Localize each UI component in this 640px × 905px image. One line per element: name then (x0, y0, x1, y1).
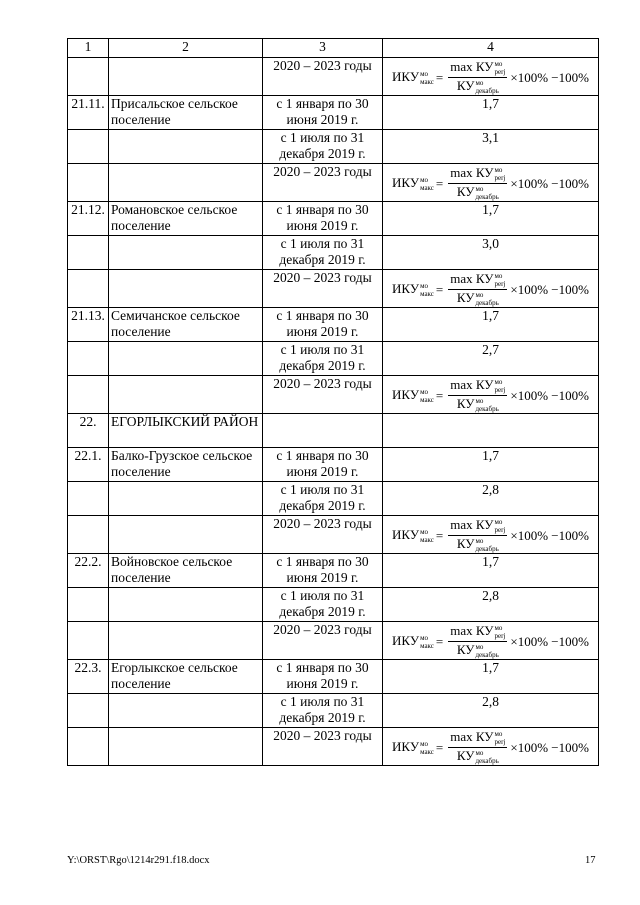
table-row (68, 728, 599, 766)
index-formula (385, 730, 596, 765)
header-col-1: 1 (68, 39, 109, 58)
formula-lhs: ИКУ мо макс (392, 633, 434, 651)
formula-numerator: max КУ мо реrj (450, 377, 506, 395)
cell-c4: 2,8 (383, 588, 599, 622)
cell-c2 (109, 516, 263, 554)
table-row (68, 202, 599, 236)
cell-c3: 2020 – 2023 годы (263, 516, 383, 554)
table-row (68, 58, 599, 96)
formula-numerator: max КУ мо реrj (450, 165, 506, 183)
formula-numerator: max КУ мо реrj (450, 517, 506, 535)
cell-c3: с 1 июля по 31 декабря 2019 г. (263, 588, 383, 622)
cell-c4 (383, 622, 599, 660)
formula-numerator: max КУ мо реrj (450, 729, 506, 747)
formula-denominator: КУ мо декабрь (456, 290, 499, 308)
formula-equals: = (435, 69, 444, 85)
cell-c4 (383, 516, 599, 554)
formula-lhs: ИКУ мо макс (392, 739, 434, 757)
formula-denominator: КУ мо декабрь (456, 536, 499, 554)
cell-c1 (68, 58, 109, 96)
cell-c3: 2020 – 2023 годы (263, 622, 383, 660)
cell-c3: с 1 июля по 31 декабря 2019 г. (263, 236, 383, 270)
formula-fraction (448, 730, 507, 765)
cell-c4: 1,7 (383, 308, 599, 342)
cell-c1 (68, 516, 109, 554)
cell-c4 (383, 414, 599, 448)
cell-c1 (68, 270, 109, 308)
formula-equals: = (435, 527, 444, 543)
formula-fraction (448, 272, 507, 307)
formula-fraction (448, 166, 507, 201)
header-col-2: 2 (109, 39, 263, 58)
formula-fraction (448, 518, 507, 553)
cell-c4: 1,7 (383, 448, 599, 482)
table-row (68, 694, 599, 728)
cell-c1 (68, 482, 109, 516)
cell-c3: с 1 июля по 31 декабря 2019 г. (263, 694, 383, 728)
cell-c2 (109, 236, 263, 270)
tariff-table (67, 38, 599, 766)
cell-c3 (263, 414, 383, 448)
table-row (68, 482, 599, 516)
cell-c2: Егорлыкское сельское поселение (109, 660, 263, 694)
cell-c4: 1,7 (383, 202, 599, 236)
cell-c3: с 1 июля по 31 декабря 2019 г. (263, 130, 383, 164)
formula-tail: ×100% −100% (510, 527, 589, 543)
header-row (68, 39, 599, 58)
table-row (68, 96, 599, 130)
cell-c1: 21.12. (68, 202, 109, 236)
cell-c2 (109, 342, 263, 376)
cell-c4 (383, 58, 599, 96)
formula-denominator: КУ мо декабрь (456, 642, 499, 660)
cell-c4: 3,1 (383, 130, 599, 164)
formula-lhs: ИКУ мо макс (392, 175, 434, 193)
table-row (68, 414, 599, 448)
cell-c1: 22.3. (68, 660, 109, 694)
table-row (68, 588, 599, 622)
index-formula (385, 272, 596, 307)
cell-c2 (109, 130, 263, 164)
cell-c4: 2,8 (383, 694, 599, 728)
table-row (68, 448, 599, 482)
table-row (68, 308, 599, 342)
formula-numerator: max КУ мо реrj (450, 271, 506, 289)
cell-c2 (109, 588, 263, 622)
table-row (68, 164, 599, 202)
index-formula (385, 518, 596, 553)
cell-c1: 21.11. (68, 96, 109, 130)
formula-lhs: ИКУ мо макс (392, 387, 434, 405)
formula-denominator: КУ мо декабрь (456, 184, 499, 202)
cell-c4 (383, 728, 599, 766)
formula-equals: = (435, 281, 444, 297)
cell-c4 (383, 270, 599, 308)
cell-c1 (68, 130, 109, 164)
cell-c2: Войновское сельское поселение (109, 554, 263, 588)
cell-c1 (68, 342, 109, 376)
cell-c3: с 1 июля по 31 декабря 2019 г. (263, 482, 383, 516)
cell-c4: 1,7 (383, 660, 599, 694)
formula-lhs: ИКУ мо макс (392, 281, 434, 299)
cell-c2 (109, 622, 263, 660)
formula-equals: = (435, 633, 444, 649)
cell-c4: 2,7 (383, 342, 599, 376)
cell-c1 (68, 622, 109, 660)
formula-fraction (448, 60, 507, 95)
cell-c3: с 1 января по 30 июня 2019 г. (263, 660, 383, 694)
cell-c4: 3,0 (383, 236, 599, 270)
index-formula (385, 378, 596, 413)
formula-fraction (448, 624, 507, 659)
cell-c2 (109, 164, 263, 202)
cell-c3: 2020 – 2023 годы (263, 728, 383, 766)
index-formula (385, 166, 596, 201)
cell-c2: Присальское сельское поселение (109, 96, 263, 130)
cell-c2 (109, 728, 263, 766)
formula-numerator: max КУ мо реrj (450, 59, 506, 77)
table-row (68, 236, 599, 270)
table-body (68, 39, 599, 766)
cell-c2: Семичанское сельское поселение (109, 308, 263, 342)
cell-c1: 22.1. (68, 448, 109, 482)
index-formula (385, 624, 596, 659)
cell-c3: с 1 января по 30 июня 2019 г. (263, 202, 383, 236)
table-row (68, 270, 599, 308)
cell-c2: ЕГОРЛЫКСКИЙ РАЙОН (109, 414, 263, 448)
cell-c1 (68, 694, 109, 728)
cell-c3: с 1 июля по 31 декабря 2019 г. (263, 342, 383, 376)
table-row (68, 516, 599, 554)
formula-tail: ×100% −100% (510, 281, 589, 297)
cell-c3: 2020 – 2023 годы (263, 164, 383, 202)
cell-c4: 2,8 (383, 482, 599, 516)
cell-c3: 2020 – 2023 годы (263, 270, 383, 308)
formula-lhs: ИКУ мо макс (392, 69, 434, 87)
cell-c1 (68, 376, 109, 414)
cell-c4: 1,7 (383, 96, 599, 130)
cell-c4: 1,7 (383, 554, 599, 588)
formula-tail: ×100% −100% (510, 175, 589, 191)
header-col-3: 3 (263, 39, 383, 58)
formula-numerator: max КУ мо реrj (450, 623, 506, 641)
formula-tail: ×100% −100% (510, 69, 589, 85)
cell-c1 (68, 728, 109, 766)
cell-c1: 21.13. (68, 308, 109, 342)
formula-denominator: КУ мо декабрь (456, 78, 499, 96)
formula-equals: = (435, 739, 444, 755)
formula-tail: ×100% −100% (510, 739, 589, 755)
cell-c1 (68, 164, 109, 202)
footer-file-path: Y:\ORST\Rgo\1214r291.f18.docx (67, 855, 210, 866)
table-row (68, 622, 599, 660)
header-col-4: 4 (383, 39, 599, 58)
formula-fraction (448, 378, 507, 413)
index-formula (385, 60, 596, 95)
formula-equals: = (435, 387, 444, 403)
cell-c2 (109, 58, 263, 96)
cell-c2: Романовское сельское поселение (109, 202, 263, 236)
cell-c1 (68, 236, 109, 270)
cell-c3: 2020 – 2023 годы (263, 376, 383, 414)
cell-c3: с 1 января по 30 июня 2019 г. (263, 308, 383, 342)
cell-c1: 22. (68, 414, 109, 448)
cell-c2 (109, 270, 263, 308)
cell-c2 (109, 376, 263, 414)
cell-c3: с 1 января по 30 июня 2019 г. (263, 448, 383, 482)
table-row (68, 660, 599, 694)
formula-lhs: ИКУ мо макс (392, 527, 434, 545)
formula-denominator: КУ мо декабрь (456, 396, 499, 414)
cell-c2 (109, 482, 263, 516)
cell-c4 (383, 164, 599, 202)
table-row (68, 342, 599, 376)
cell-c1: 22.2. (68, 554, 109, 588)
formula-tail: ×100% −100% (510, 633, 589, 649)
cell-c2 (109, 694, 263, 728)
page-number: 17 (585, 855, 596, 866)
cell-c3: с 1 января по 30 июня 2019 г. (263, 96, 383, 130)
formula-equals: = (435, 175, 444, 191)
cell-c3: 2020 – 2023 годы (263, 58, 383, 96)
cell-c4 (383, 376, 599, 414)
table-row (68, 376, 599, 414)
table-row (68, 554, 599, 588)
table-row (68, 130, 599, 164)
cell-c3: с 1 января по 30 июня 2019 г. (263, 554, 383, 588)
cell-c2: Балко-Грузское сельское поселение (109, 448, 263, 482)
formula-denominator: КУ мо декабрь (456, 748, 499, 766)
formula-tail: ×100% −100% (510, 387, 589, 403)
cell-c1 (68, 588, 109, 622)
